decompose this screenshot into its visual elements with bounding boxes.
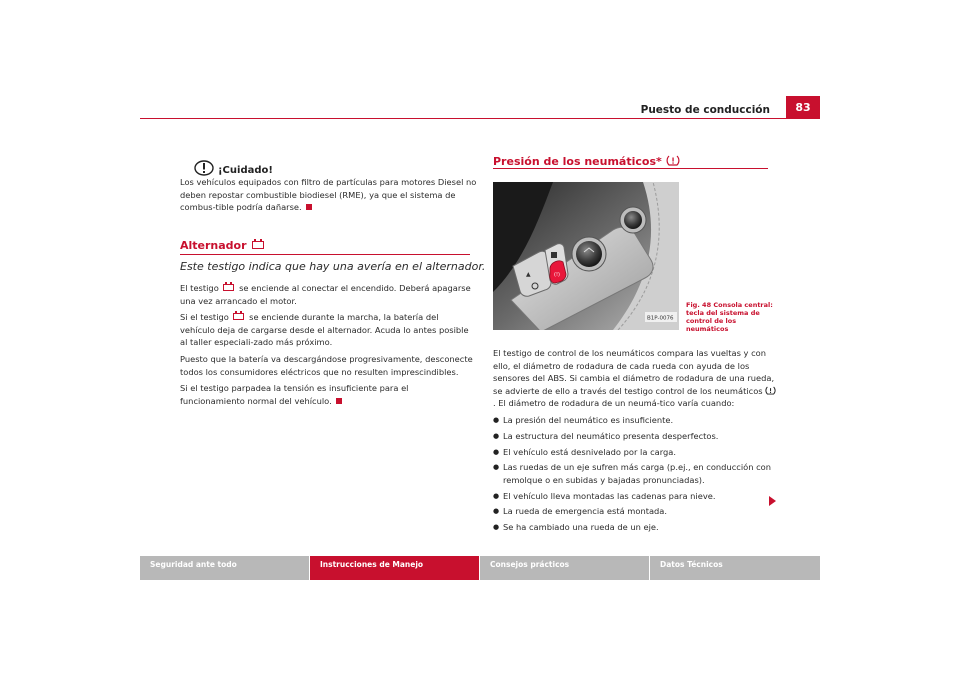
tire-pressure-heading: Presión de los neumáticos* xyxy=(493,155,680,168)
battery-icon xyxy=(252,241,264,249)
figure-code: B1P-0076 xyxy=(647,315,674,322)
header-rule xyxy=(140,118,820,119)
alternator-paragraph: Si el testigo se enciende durante la marcha, la batería del vehículo deja de cargarse desde el alternador. Acuda lo antes posible al taller especiali-zado más próximo. xyxy=(180,312,469,348)
caution-body: Los vehículos equipados con filtro de partículas para motores Diesel no deben repostar combustible biodiesel (RME), ya que el sistema de combus-tible podría dañarse. xyxy=(180,177,477,213)
footer-nav xyxy=(140,556,820,580)
end-of-section-mark xyxy=(306,204,312,210)
caution-title: ¡Cuidado! xyxy=(218,165,273,176)
end-of-section-mark xyxy=(336,398,342,404)
caution-text xyxy=(180,176,480,214)
list-item: ● Las ruedas de un eje sufren más carga (p.ej., en conducción con remolque o en subidas y bajadas pronunciadas). xyxy=(493,461,778,486)
alternator-paragraph: Puesto que la batería va descargándose progresivamente, desconecte todos los consumidores eléctricos que no resulten imprescindibles. xyxy=(180,353,473,377)
next-page-arrow-icon[interactable] xyxy=(769,496,776,506)
tire-pressure-icon xyxy=(666,155,680,166)
footer-tab-instrucciones[interactable]: Instrucciones de Manejo xyxy=(310,556,479,580)
condition-list xyxy=(493,414,778,534)
center-console-photo xyxy=(493,182,679,330)
battery-icon xyxy=(233,313,244,320)
svg-text:▲: ▲ xyxy=(526,271,531,278)
list-item: ● Se ha cambiado una rueda de un eje. xyxy=(493,521,778,534)
list-item: ● La rueda de emergencia está montada. xyxy=(493,505,778,518)
alternator-heading: Alternador xyxy=(180,239,266,252)
list-item: ● La presión del neumático es insuficiente. xyxy=(493,414,778,427)
footer-tab-datos[interactable]: Datos Técnicos xyxy=(650,556,820,580)
page-number: 83 xyxy=(786,96,820,118)
list-item: ● El vehículo está desnivelado por la carga. xyxy=(493,446,778,459)
figure-caption: Fig. 48 Consola central: tecla del sistema de control de los neumáticos xyxy=(686,301,773,333)
tire-pressure-icon xyxy=(765,386,776,395)
alternator-paragraph: Si el testigo parpadea la tensión es insuficiente para el funcionamiento normal del vehículo. xyxy=(180,383,409,406)
list-item: ● La estructura del neumático presenta desperfectos. xyxy=(493,430,778,443)
warning-exclamation-icon xyxy=(194,160,214,176)
running-header-title: Puesto de conducción xyxy=(640,104,770,116)
battery-icon xyxy=(223,284,234,291)
footer-tab-consejos[interactable]: Consejos prácticos xyxy=(480,556,649,580)
alternator-body xyxy=(180,282,475,411)
list-item: ● El vehículo lleva montadas las cadenas para nieve. xyxy=(493,490,778,503)
footer-tab-seguridad[interactable]: Seguridad ante todo xyxy=(140,556,309,580)
section-rule xyxy=(493,168,768,169)
svg-text:(!): (!) xyxy=(554,272,560,278)
section-rule xyxy=(180,254,470,255)
alternator-paragraph: El testigo se enciende al conectar el encendido. Deberá apagarse una vez arrancado el motor. xyxy=(180,283,471,306)
tire-pressure-intro: El testigo de control de los neumáticos compara las vueltas y con ello, el diámetro de rodadura de cada rueda con ayuda de los sensores del ABS. Si cambia el diámetro de rodadura de una rueda, se advierte de ello a través del testigo control de los neumáticos . El diámetro de rodadura de un neumá-tico varía cuando: xyxy=(493,347,778,410)
tire-pressure-body xyxy=(493,347,778,537)
alternator-subtitle: Este testigo indica que hay una avería en el alternador. xyxy=(180,260,486,273)
